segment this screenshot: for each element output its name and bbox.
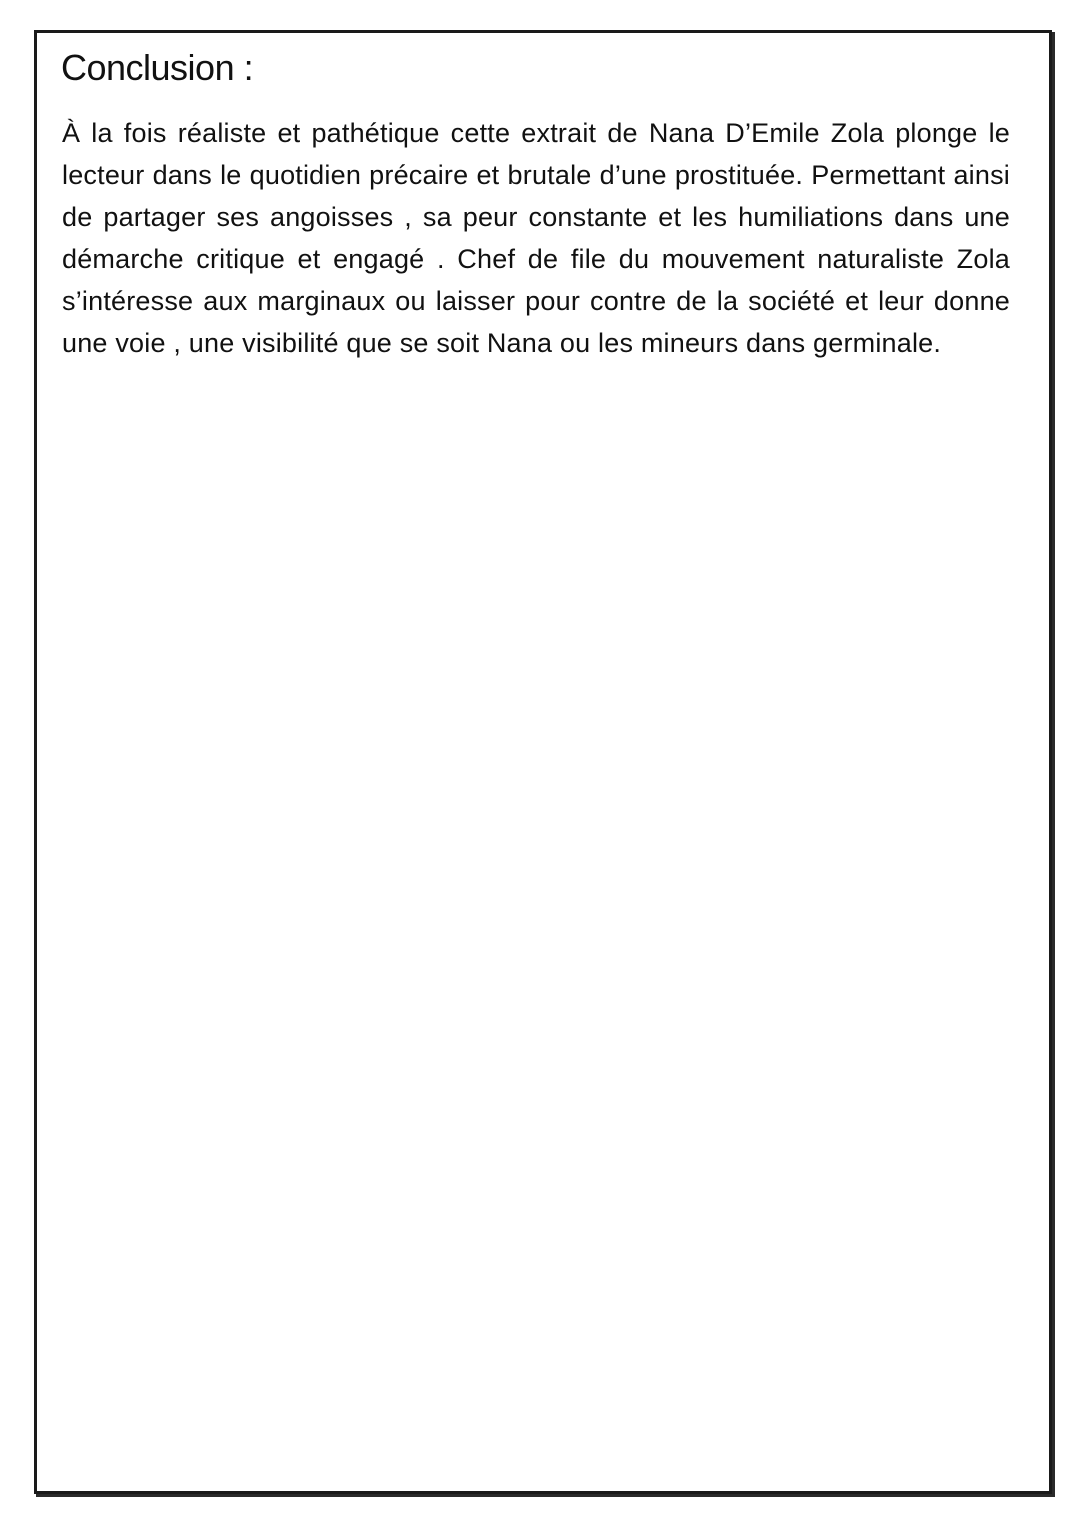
frame-shadow-bottom: [36, 1494, 1055, 1497]
conclusion-heading: Conclusion :: [61, 47, 254, 88]
conclusion-paragraph: À la fois réaliste et pathétique cette extrait de Nana D’Emile Zola plonge le lecteur dans le quotidien précaire et brutale d’une prostituée. Permettant ainsi de partager ses angoisses , sa peur constante et les humiliations dans une démarche critique et engagé . Chef de file du mouvement naturaliste Zola s’intéresse aux marginaux ou laisser pour contre de la société et leur donne une voie , une visibilité que se soit Nana ou les mineurs dans germinale.: [62, 118, 1010, 358]
frame-shadow-right: [1052, 32, 1055, 1496]
